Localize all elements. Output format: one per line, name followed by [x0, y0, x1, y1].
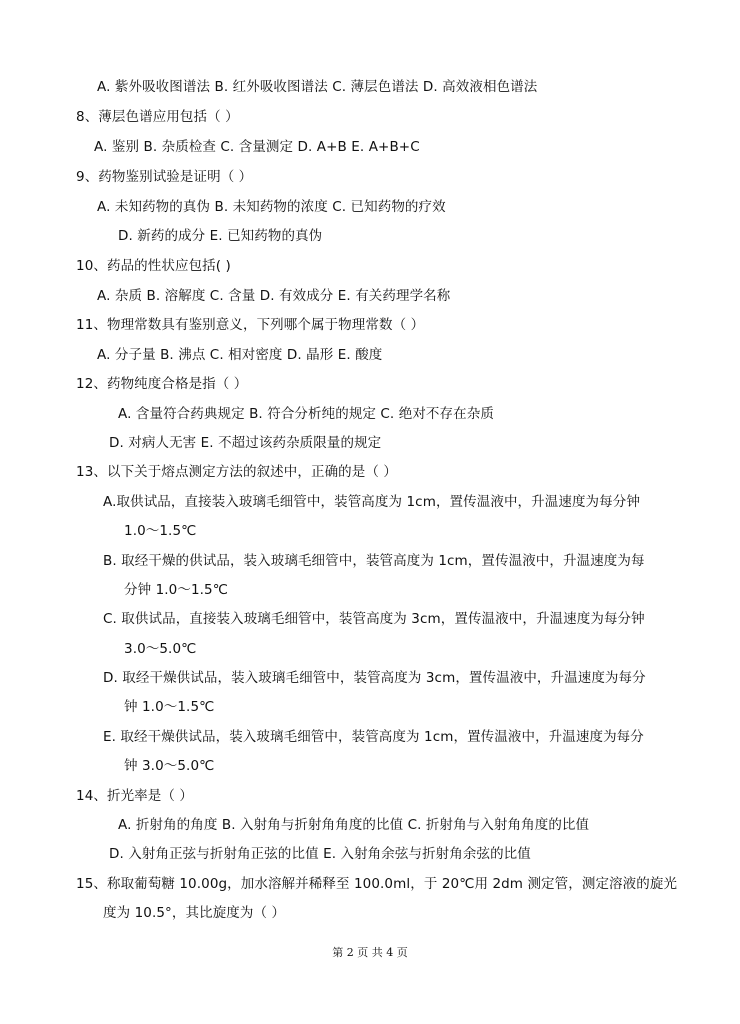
q8-stem: 8、薄层色谱应用包括（ ） [76, 109, 239, 125]
q9-options-row1: A. 未知药物的真伪 B. 未知药物的浓度 C. 已知药物的疗效 [97, 199, 446, 215]
q12-stem: 12、药物纯度合格是指（ ） [76, 376, 248, 392]
q11-options: A. 分子量 B. 沸点 C. 相对密度 D. 晶形 E. 酸度 [97, 347, 383, 363]
q11-stem: 11、物理常数具有鉴别意义，下列哪个属于物理常数（ ） [76, 317, 425, 333]
q13-option-b: B. 取经干燥的供试品，装入玻璃毛细管中，装管高度为 1cm，置传温液中，升温速度为每 [103, 553, 645, 569]
q7-options: A. 紫外吸收图谱法 B. 红外吸收图谱法 C. 薄层色谱法 D. 高效液相色谱法 [97, 79, 538, 95]
q13-stem: 13、以下关于熔点测定方法的叙述中，正确的是（ ） [76, 464, 397, 480]
q9-stem: 9、药物鉴别试验是证明（ ） [76, 169, 253, 185]
q10-stem: 10、药品的性状应包括( ) [76, 258, 231, 274]
q13-option-e-cont: 钟 3.0～5.0℃ [124, 758, 215, 774]
q8-options: A. 鉴别 B. 杂质检查 C. 含量测定 D. A+B E. A+B+C [94, 139, 420, 155]
q10-options: A. 杂质 B. 溶解度 C. 含量 D. 有效成分 E. 有关药理学名称 [97, 288, 451, 304]
q14-options-row1: A. 折射角的角度 B. 入射角与折射角角度的比值 C. 折射角与入射角角度的比值 [118, 817, 590, 833]
q13-option-e: E. 取经干燥供试品，装入玻璃毛细管中，装管高度为 1cm，置传温液中，升温速度为每分 [103, 729, 644, 745]
q12-options-row2: D. 对病人无害 E. 不超过该药杂质限量的规定 [109, 435, 382, 451]
q13-option-a-cont: 1.0～1.5℃ [124, 523, 197, 539]
page-footer: 第 2 页 共 4 页 [332, 946, 408, 959]
q14-options-row2: D. 入射角正弦与折射角正弦的比值 E. 入射角余弦与折射角余弦的比值 [109, 846, 531, 862]
q15-stem: 15、称取葡萄糖 10.00g，加水溶解并稀释至 100.0ml，于 20℃用 2dm 测定管，测定溶液的旋光 [76, 876, 678, 892]
q12-options-row1: A. 含量符合药典规定 B. 符合分析纯的规定 C. 绝对不存在杂质 [118, 406, 494, 422]
q13-option-c-cont: 3.0～5.0℃ [124, 641, 197, 657]
q9-options-row2: D. 新药的成分 E. 已知药物的真伪 [118, 228, 323, 244]
q13-option-d-cont: 钟 1.0～1.5℃ [124, 699, 215, 715]
q13-option-c: C. 取供试品，直接装入玻璃毛细管中，装管高度为 3cm，置传温液中，升温速度为每分钟 [103, 611, 645, 627]
q13-option-b-cont: 分钟 1.0～1.5℃ [124, 582, 228, 598]
q14-stem: 14、折光率是（ ） [76, 788, 193, 804]
q13-option-d: D. 取经干燥供试品，装入玻璃毛细管中，装管高度为 3cm，置传温液中，升温速度为每分 [103, 670, 646, 686]
q15-stem-cont: 度为 10.5°，其比旋度为（ ） [103, 905, 286, 921]
q13-option-a: A.取供试品，直接装入玻璃毛细管中，装管高度为 1cm，置传温液中，升温速度为每分钟 [103, 494, 640, 510]
